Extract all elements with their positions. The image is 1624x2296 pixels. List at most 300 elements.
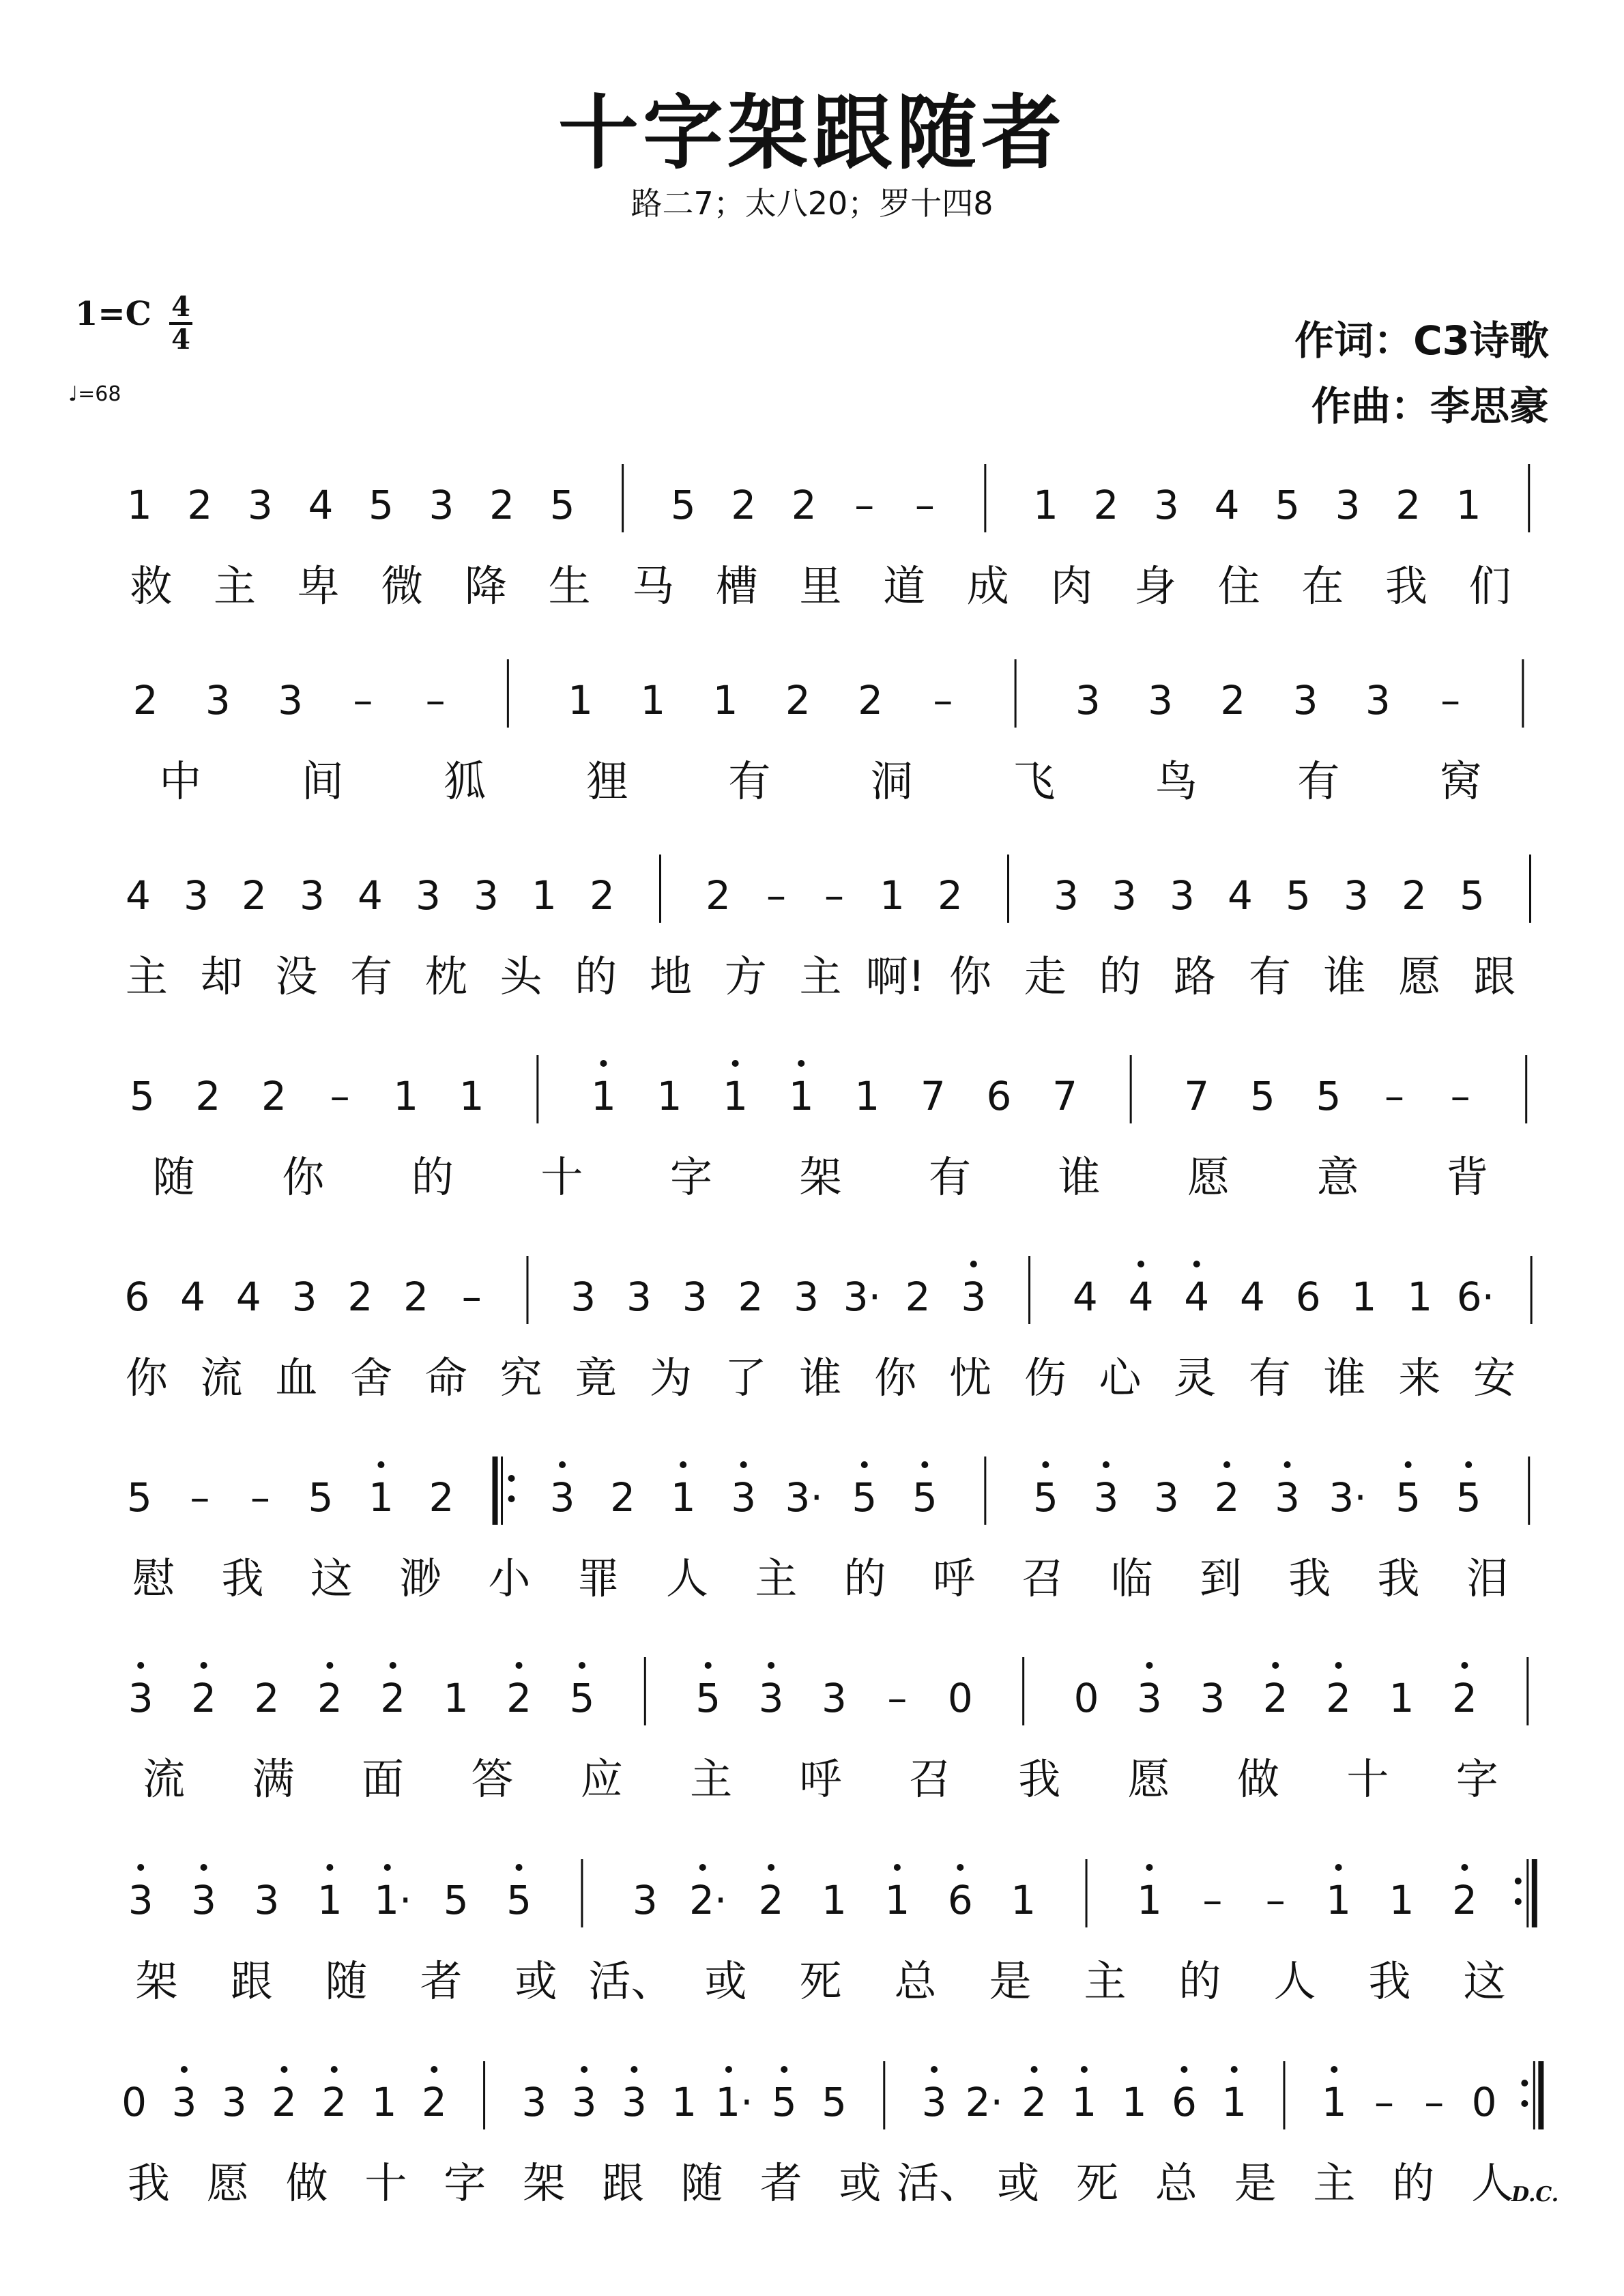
octave-dot <box>331 2066 338 2073</box>
note: 3 <box>1365 677 1391 723</box>
octave-dot <box>137 1864 144 1871</box>
lyric: 鸟 <box>1155 756 1198 806</box>
note: 1 <box>723 1073 749 1119</box>
octave-dot <box>1335 1864 1342 1871</box>
note: 1 <box>1071 2079 1097 2125</box>
note: 1 <box>459 1073 484 1119</box>
lyric: 你 <box>125 1353 168 1403</box>
lyric: 慰 <box>132 1553 175 1603</box>
lyric: 召 <box>1021 1553 1064 1603</box>
lyric: 谁 <box>1323 1353 1366 1403</box>
note: 3 <box>1335 482 1361 528</box>
octave-dot <box>1031 2066 1038 2073</box>
lyric: 忧 <box>948 1353 991 1403</box>
lyric: 主 <box>1313 2158 1356 2208</box>
repeat-dot <box>508 1495 515 1502</box>
note: 3 <box>1054 872 1079 919</box>
note: 5 <box>368 482 394 528</box>
lyric: 跟 <box>601 2158 644 2208</box>
note: 3 <box>278 677 304 723</box>
lyric: 你 <box>282 1152 325 1202</box>
lyric: 到 <box>1199 1553 1242 1603</box>
note: 1 <box>317 1877 343 1923</box>
lyric: 是 <box>989 1956 1032 2006</box>
lyric: 面 <box>361 1754 404 1804</box>
lyric: 总 <box>1155 2158 1198 2208</box>
lyric: 主 <box>690 1754 733 1804</box>
note: 2 <box>1214 1474 1240 1521</box>
note: 2 <box>610 1474 636 1521</box>
octave-dot <box>1193 1261 1200 1267</box>
note: 3 <box>961 1274 987 1320</box>
lyric: 微 <box>381 561 424 611</box>
octave-dot <box>1461 1864 1468 1871</box>
note: 5 <box>1316 1073 1342 1119</box>
octave-dot <box>600 1060 607 1067</box>
note: 2 <box>1395 482 1421 528</box>
note: 3 <box>254 1877 280 1923</box>
octave-dot <box>970 1261 977 1267</box>
lyric: 死 <box>799 1956 842 2006</box>
lyric: 成 <box>966 561 1009 611</box>
lyric: 卑 <box>297 561 340 611</box>
note: 2 <box>706 872 731 919</box>
octave-dot <box>725 2066 732 2073</box>
lyric: 随 <box>152 1152 195 1202</box>
scripture-references: 路二7；太八20；罗十四8 <box>630 185 994 222</box>
octave-dot <box>957 1864 963 1871</box>
lyric: 走 <box>1024 951 1067 1001</box>
lyric: 中 <box>159 756 202 806</box>
lyric: 字 <box>444 2158 487 2208</box>
lyric: 流 <box>200 1353 243 1403</box>
octave-dot <box>181 2066 188 2073</box>
lyric: 字 <box>1455 1754 1498 1804</box>
lyric: 间 <box>301 756 344 806</box>
octave-dot <box>1146 1864 1152 1871</box>
octave-dot <box>921 1461 928 1468</box>
note: 3 <box>1075 677 1101 723</box>
note: – <box>1374 2079 1395 2125</box>
octave-dot <box>1231 2066 1238 2073</box>
note: 1 <box>1011 1877 1036 1923</box>
note: 5 <box>1395 1474 1421 1521</box>
lyric: 来 <box>1398 1353 1441 1403</box>
tempo-marking: ♩=68 <box>68 382 121 406</box>
lyric: 架 <box>799 1152 842 1202</box>
octave-dot <box>699 1864 706 1871</box>
note: 3 <box>921 2079 947 2125</box>
lyric: 里 <box>799 561 842 611</box>
lyric: 方 <box>724 951 767 1001</box>
lyric: 降 <box>464 561 507 611</box>
lyric: 背 <box>1446 1152 1489 1202</box>
note: 3 <box>621 2079 647 2125</box>
note: 1 <box>368 1474 394 1521</box>
lyric: 在 <box>1301 561 1344 611</box>
lyric: 飞 <box>1013 756 1056 806</box>
note: – <box>824 872 844 919</box>
lyric: 们 <box>1468 561 1511 611</box>
note: 5 <box>126 1474 152 1521</box>
lyric: 跟 <box>230 1956 273 2006</box>
lyric: 十 <box>540 1152 583 1202</box>
note: 2 <box>731 482 757 528</box>
lyric: 安 <box>1473 1353 1516 1403</box>
note: 3 <box>1200 1675 1226 1721</box>
key-signature: 1=C <box>75 295 151 333</box>
lyric: 随 <box>325 1956 368 2006</box>
note: 3 <box>128 1675 154 1721</box>
note: – <box>766 872 786 919</box>
note: – <box>425 677 446 723</box>
lyric: 我 <box>221 1553 264 1603</box>
note: 2 <box>590 872 615 919</box>
note: 3 <box>794 1274 820 1320</box>
note: 7 <box>920 1073 946 1119</box>
note: 5 <box>308 1474 334 1521</box>
time-signature-top: 4 <box>171 291 190 323</box>
note: 3· <box>785 1474 823 1521</box>
note: 2 <box>905 1274 931 1320</box>
note: 2 <box>1326 1675 1352 1721</box>
note: – <box>1440 677 1461 723</box>
note: 2 <box>272 2079 297 2125</box>
lyric: 做 <box>285 2158 328 2208</box>
note: 5 <box>771 2079 797 2125</box>
lyric: 人 <box>1471 2158 1514 2208</box>
note: 2 <box>254 1675 280 1721</box>
lyric: 灵 <box>1174 1353 1217 1403</box>
lyric: 或 <box>514 1956 557 2006</box>
note: 4 <box>180 1274 206 1320</box>
lyric: 的 <box>575 951 618 1001</box>
note: 0 <box>1471 2079 1497 2125</box>
octave-dot <box>894 1864 901 1871</box>
note: 1 <box>788 1073 814 1119</box>
note: 3 <box>521 2079 547 2125</box>
note: 7 <box>1052 1073 1078 1119</box>
note: 5 <box>1460 872 1485 919</box>
lyric: 肉 <box>1050 561 1093 611</box>
octave-dot <box>630 2066 637 2073</box>
note: 5 <box>852 1474 878 1521</box>
note: 0 <box>1073 1675 1099 1721</box>
lyric: 狸 <box>585 756 628 806</box>
lyric: 有 <box>728 756 771 806</box>
octave-dot <box>861 1461 868 1468</box>
note: 3 <box>1275 1474 1301 1521</box>
note: 4 <box>1240 1274 1265 1320</box>
note: 1 <box>590 1073 616 1119</box>
note: 2· <box>689 1877 727 1923</box>
octave-dot <box>431 2066 437 2073</box>
octave-dot <box>1081 2066 1088 2073</box>
octave-dot <box>326 1864 333 1871</box>
note: – <box>1384 1073 1405 1119</box>
octave-dot <box>201 1662 207 1669</box>
lyric: 头 <box>499 951 542 1001</box>
lyric: 者 <box>420 1956 463 2006</box>
octave-dot <box>1461 1662 1468 1669</box>
lyric: 架 <box>523 2158 566 2208</box>
note: 3 <box>549 1474 575 1521</box>
lyric: 的 <box>411 1152 454 1202</box>
octave-dot <box>1405 1461 1412 1468</box>
octave-dot <box>798 1060 804 1067</box>
note: 3· <box>1329 1474 1367 1521</box>
note: 1 <box>712 677 738 723</box>
octave-dot <box>1223 1461 1230 1468</box>
lyricist-credit: 作词：C3诗歌 <box>1294 317 1549 364</box>
note: 2 <box>195 1073 221 1119</box>
note: 1 <box>1137 1877 1162 1923</box>
note: 6· <box>1456 1274 1495 1320</box>
note: 5 <box>1286 872 1311 919</box>
note: 2 <box>1402 872 1427 919</box>
octave-dot <box>781 2066 787 2073</box>
note: 3 <box>429 482 454 528</box>
octave-dot <box>1180 2066 1187 2073</box>
note: 2 <box>858 677 884 723</box>
lyric: 我 <box>1377 1553 1420 1603</box>
note: 3 <box>1292 677 1318 723</box>
note: 1 <box>568 677 594 723</box>
note: 2 <box>429 1474 454 1521</box>
note: 5 <box>1249 1073 1275 1119</box>
note: 3 <box>758 1675 784 1721</box>
note: 4 <box>1072 1274 1098 1320</box>
note: 6 <box>1171 2079 1197 2125</box>
octave-dot <box>384 1864 391 1871</box>
note: 1 <box>670 1474 696 1521</box>
note: 7 <box>1184 1073 1210 1119</box>
note: 3 <box>205 677 231 723</box>
repeat-dot <box>1521 2100 1528 2107</box>
note: 1 <box>1326 1877 1352 1923</box>
note: 3 <box>1154 1474 1179 1521</box>
note: 1 <box>1221 2079 1247 2125</box>
lyric: 的 <box>843 1553 886 1603</box>
note: 5 <box>129 1073 155 1119</box>
lyric: 心 <box>1099 1353 1142 1403</box>
lyric: 的 <box>1099 951 1142 1001</box>
octave-dot <box>1146 1662 1152 1669</box>
note: 3 <box>1154 482 1179 528</box>
lyric: 究 <box>499 1353 542 1403</box>
lyric: 或 <box>704 1956 747 2006</box>
octave-dot <box>1103 1461 1110 1468</box>
note: – <box>914 482 935 528</box>
note: 5 <box>912 1474 938 1521</box>
lyric: 愿 <box>1187 1152 1230 1202</box>
lyric: 应 <box>580 1754 623 1804</box>
note: 4 <box>1128 1274 1154 1320</box>
note: – <box>250 1474 270 1521</box>
note: 6 <box>124 1274 150 1320</box>
lyric: 流 <box>143 1754 186 1804</box>
octave-dot <box>1042 1461 1049 1468</box>
note: 1 <box>880 872 905 919</box>
note: 1 <box>640 677 666 723</box>
note: 1 <box>822 1877 847 1923</box>
lyric: 或 <box>997 2158 1040 2208</box>
note: – <box>353 677 373 723</box>
note: 3 <box>1093 1474 1119 1521</box>
note: 2 <box>421 2079 447 2125</box>
note: 0 <box>947 1675 973 1721</box>
lyric: 为 <box>650 1353 693 1403</box>
note: 3 <box>171 2079 197 2125</box>
note: – <box>1265 1877 1286 1923</box>
note: – <box>330 1073 350 1119</box>
note: 5 <box>549 482 575 528</box>
lyric: 你 <box>874 1353 917 1403</box>
lyric: 活、 <box>897 2158 982 2208</box>
lyric: 活、 <box>588 1956 673 2006</box>
lyric: 随 <box>680 2158 723 2208</box>
note: 2 <box>321 2079 347 2125</box>
lyric: 死 <box>1075 2158 1118 2208</box>
lyric: 你 <box>948 951 991 1001</box>
repeat-dot <box>1515 1878 1522 1884</box>
lyric: 住 <box>1217 561 1260 611</box>
lyric: 有 <box>929 1152 972 1202</box>
note: 6 <box>1295 1274 1321 1320</box>
octave-dot <box>1272 1662 1279 1669</box>
note: 1 <box>671 2079 697 2125</box>
note: 2 <box>758 1877 784 1923</box>
lyric: 我 <box>1368 1956 1411 2006</box>
note: 6 <box>947 1877 973 1923</box>
note: – <box>854 482 875 528</box>
note: 2 <box>791 482 817 528</box>
time-signature-bottom: 4 <box>171 324 190 356</box>
lyric: 呼 <box>799 1754 842 1804</box>
note: 1 <box>1032 482 1058 528</box>
lyric: 有 <box>1297 756 1340 806</box>
note: 4 <box>1228 872 1253 919</box>
lyric: 是 <box>1234 2158 1277 2208</box>
lyric: 渺 <box>399 1553 442 1603</box>
note: 2 <box>317 1675 343 1721</box>
lyric: 愿 <box>1398 951 1441 1001</box>
repeat-dot <box>1521 2080 1528 2086</box>
octave-dot <box>516 1662 523 1669</box>
note: 1 <box>443 1675 469 1721</box>
lyric: 呼 <box>932 1553 975 1603</box>
lyric: 没 <box>275 951 318 1001</box>
lyric: 生 <box>548 561 591 611</box>
note: 3 <box>416 872 441 919</box>
note: 4 <box>1214 482 1240 528</box>
note: 2 <box>261 1073 287 1119</box>
note: 1 <box>1121 2079 1147 2125</box>
lyric: 小 <box>488 1553 531 1603</box>
lyric: 的 <box>1178 1956 1221 2006</box>
lyric: 架 <box>135 1956 178 2006</box>
note: 3 <box>1170 872 1195 919</box>
note: 2· <box>965 2079 1003 2125</box>
note: 1 <box>532 872 557 919</box>
note: 5 <box>1455 1474 1481 1521</box>
note: 2 <box>380 1675 406 1721</box>
lyric: 我 <box>1018 1754 1061 1804</box>
note: 3 <box>247 482 273 528</box>
lyric: 有 <box>1248 1353 1291 1403</box>
note: 2 <box>1451 1675 1477 1721</box>
octave-dot <box>732 1060 739 1067</box>
note: 1 <box>1389 1675 1415 1721</box>
lyric: 我 <box>1385 561 1428 611</box>
lyric: 十 <box>1346 1754 1389 1804</box>
note: 2 <box>132 677 158 723</box>
note: – <box>190 1474 210 1521</box>
lyric: 狐 <box>444 756 487 806</box>
octave-dot <box>1284 1461 1291 1468</box>
note: 1 <box>656 1073 682 1119</box>
note: 1 <box>371 2079 397 2125</box>
note: 4 <box>126 872 151 919</box>
note: 2 <box>1451 1877 1477 1923</box>
note: 2 <box>1093 482 1119 528</box>
note: 1 <box>1351 1274 1377 1320</box>
note: 3 <box>300 872 325 919</box>
note: – <box>887 1675 908 1721</box>
lyric: 却 <box>200 951 243 1001</box>
note: 4 <box>308 482 334 528</box>
lyric: 伤 <box>1024 1353 1067 1403</box>
note: 2 <box>1220 677 1246 723</box>
note: 3 <box>571 2079 597 2125</box>
lyric: 或 <box>839 2158 882 2208</box>
lyric: 泪 <box>1466 1553 1509 1603</box>
note: 1 <box>884 1877 910 1923</box>
note: 3 <box>1112 872 1137 919</box>
note: 2 <box>1021 2079 1047 2125</box>
octave-dot <box>390 1662 396 1669</box>
note: 1 <box>1321 2079 1347 2125</box>
lyric: 满 <box>252 1754 295 1804</box>
octave-dot <box>1331 2066 1337 2073</box>
lyric: 槽 <box>715 561 758 611</box>
note: 0 <box>121 2079 147 2125</box>
note: 2 <box>403 1274 429 1320</box>
octave-dot <box>326 1662 333 1669</box>
lyric: 血 <box>275 1353 318 1403</box>
octave-dot <box>1335 1662 1342 1669</box>
note: 1 <box>1455 482 1481 528</box>
note: – <box>1450 1073 1470 1119</box>
octave-dot <box>740 1461 747 1468</box>
note: 3 <box>128 1877 154 1923</box>
note: 2 <box>191 1675 217 1721</box>
octave-dot <box>680 1461 686 1468</box>
lyric: 主 <box>799 951 842 1001</box>
note: 3· <box>843 1274 882 1320</box>
note: 2 <box>1262 1675 1288 1721</box>
note: 4 <box>358 872 383 919</box>
note: 2 <box>489 482 514 528</box>
note: 2 <box>738 1274 764 1320</box>
note: 3 <box>221 2079 247 2125</box>
lyric: 主 <box>1084 1956 1127 2006</box>
lyric: 跟 <box>1473 951 1516 1001</box>
lyric: 这 <box>1463 1956 1506 2006</box>
lyric: 救 <box>130 561 173 611</box>
note: 1 <box>126 482 152 528</box>
lyric: 这 <box>310 1553 353 1603</box>
